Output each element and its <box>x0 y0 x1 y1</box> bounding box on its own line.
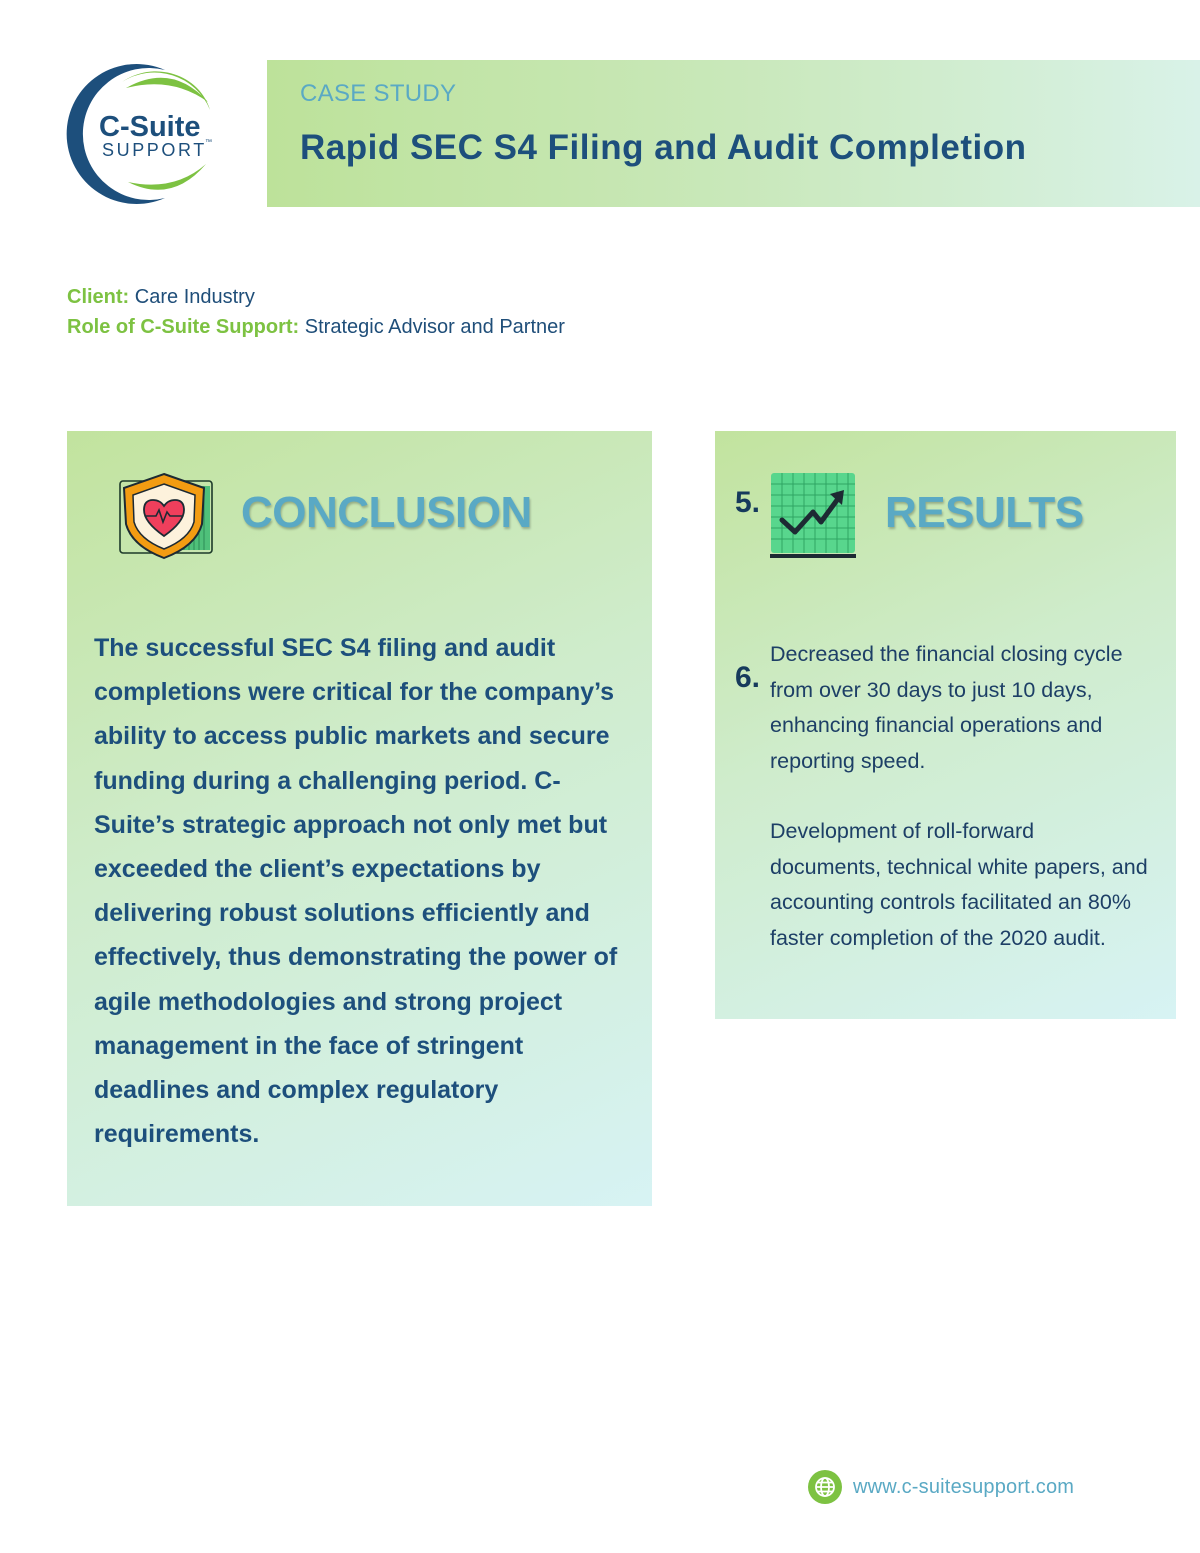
company-logo <box>62 58 222 210</box>
conclusion-body: The successful SEC S4 filing and audit completions were critical for the company’s ability to access public markets and secure funding during a challenging period. C-Suite’s strategic approach not only met but exceeded the client’s expectations by delivering robust solutions efficiently and effectively, thus demonstrating the power of agile methodologies and strong project management in the face of stringent deadlines and complex regulatory requirements. <box>94 634 618 1149</box>
result-item: Development of roll-forward documents, technical white papers, and accounting controls facilitated an 80% faster completion of the 2020 audit. <box>770 819 1148 950</box>
globe-icon <box>808 1470 842 1504</box>
role-label: Role of C-Suite Support: <box>67 316 300 338</box>
results-heading: RESULTS <box>885 488 1084 537</box>
growth-chart-icon <box>768 470 858 562</box>
role-value: Strategic Advisor and Partner <box>304 316 565 338</box>
client-meta <box>67 282 565 342</box>
logo-trademark: ™ <box>205 139 212 146</box>
section-number: 5. <box>735 486 761 519</box>
website-link[interactable]: www.c-suitesupport.com <box>853 1475 1075 1498</box>
section-number: 6. <box>735 661 761 694</box>
shield-heart-icon <box>118 472 216 562</box>
client-label: Client: <box>67 286 130 308</box>
page-title: Rapid SEC S4 Filing and Audit Completion <box>300 128 1027 167</box>
eyebrow-label: CASE STUDY <box>300 80 457 107</box>
client-value: Care Industry <box>134 286 255 308</box>
logo-word: C-Suite <box>99 111 201 143</box>
logo-subtitle: SUPPORT <box>102 140 207 160</box>
role-row <box>67 312 565 342</box>
conclusion-heading: CONCLUSION <box>241 488 532 537</box>
client-row <box>67 282 565 312</box>
result-item: Decreased the financial closing cycle from over 30 days to just 10 days, enhancing financial operations and reporting speed. <box>770 642 1123 773</box>
website-footer[interactable] <box>808 1470 1074 1504</box>
